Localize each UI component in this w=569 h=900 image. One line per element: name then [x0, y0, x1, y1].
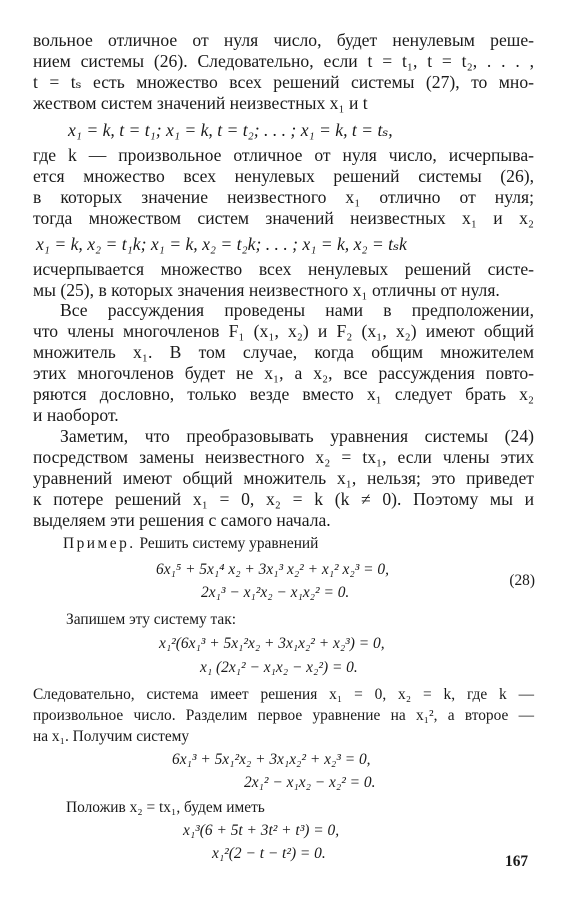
text-line: к потере решений x₁ = 0, x₂ = k (k ≠ 0). Поэтому мы и [33, 489, 534, 509]
example-heading [63, 535, 318, 553]
text-line: ется множество всех ненулевых решений системы (26), [33, 166, 534, 186]
page-number: 167 [505, 853, 529, 870]
text-line: жеством систем значений неизвестных x₁ и t [33, 93, 368, 113]
example-label: Пример. [63, 535, 136, 552]
text-line: Заметим, что преобразовывать уравнения системы (24) [60, 426, 534, 446]
equation-in-t-1: x₁³(6 + 5t + 3t² + t³) = 0, [183, 822, 340, 839]
text-line: что члены многочленов F₁ (x₁, x₂) и F₂ (x₁, x₂) имеют общий [33, 321, 534, 341]
text-line: Следовательно, система имеет решения x₁ = 0, x₂ = k, где k — [33, 686, 534, 703]
equation-number: (28) [509, 572, 535, 589]
divided-equation-1: 6x₁³ + 5x₁²x₂ + 3x₁x₂² + x₂³ = 0, [172, 751, 371, 768]
text-line: Положив x₂ = tx₁, будем иметь [66, 799, 265, 816]
text-line: ряются дословно, только везде вместо x₁ следует брать x₂ [33, 384, 534, 404]
text-line: вольное отличное от нуля число, будет ненулевым реше- [33, 30, 534, 50]
example-text: Решить систему уравнений [139, 535, 319, 552]
text-line: где k — произвольное отличное от нуля число, исчерпыва- [33, 145, 534, 165]
text-line: выделяем эти решения с самого начала. [33, 510, 331, 530]
text-line: на x₁. Получим систему [33, 728, 190, 745]
equation-in-t-2: x₁²(2 − t − t²) = 0. [212, 845, 326, 862]
text-line: тогда множеством систем значений неизвестных x₁ и x₂ [33, 208, 534, 228]
formula-solutions-x1-t: x₁ = k, t = t₁; x₁ = k, t = t₂; . . . ; x₁ = k, t = tₛ, [68, 120, 393, 140]
text-line: мы (25), в которых значения неизвестного x₁ отличны от нуля. [33, 280, 500, 300]
text-line: Запишем эту систему так: [66, 611, 236, 628]
equation-28-line2: 2x₁³ − x₁²x₂ − x₁x₂² = 0. [201, 584, 350, 601]
text-line: Все рассуждения проведены нами в предположении, [60, 300, 534, 320]
text-line: произвольное число. Разделим первое уравнение на x₁², а второе — [33, 707, 534, 724]
text-line: посредством замены неизвестного x₂ = tx₁, если члены этих [33, 447, 534, 467]
equation-28-line1: 6x₁⁵ + 5x₁⁴ x₂ + 3x₁³ x₂² + x₁² x₂³ = 0, [156, 561, 389, 578]
divided-equation-2: 2x₁² − x₁x₂ − x₂² = 0. [244, 774, 376, 791]
text-line: множитель x₁. В том случае, когда общим множителем [33, 342, 534, 362]
text-line: уравнений имеют общий множитель x₁, нельзя; это приведет [33, 468, 534, 488]
text-line: в которых значение неизвестного x₁ отлично от нуля; [33, 187, 534, 207]
factored-equation-2: x₁ (2x₁² − x₁x₂ − x₂²) = 0. [200, 659, 358, 676]
text-line: нием системы (26). Следовательно, если t = t₁, t = t₂, . . . , [33, 51, 534, 71]
text-line: исчерпывается множество всех ненулевых решений систе- [33, 259, 534, 279]
text-line: этих многочленов будет не x₁, а x₂, все рассуждения повто- [33, 363, 534, 383]
text-line: t = tₛ есть множество всех решений системы (27), то мно- [33, 72, 534, 92]
formula-solutions-x1-x2: x₁ = k, x₂ = t₁k; x₁ = k, x₂ = t₂k; . . . ; x₁ = k, x₂ = tₛk [36, 234, 407, 254]
text-line: и наоборот. [33, 405, 119, 425]
factored-equation-1: x₁²(6x₁³ + 5x₁²x₂ + 3x₁x₂² + x₂³) = 0, [159, 635, 385, 652]
